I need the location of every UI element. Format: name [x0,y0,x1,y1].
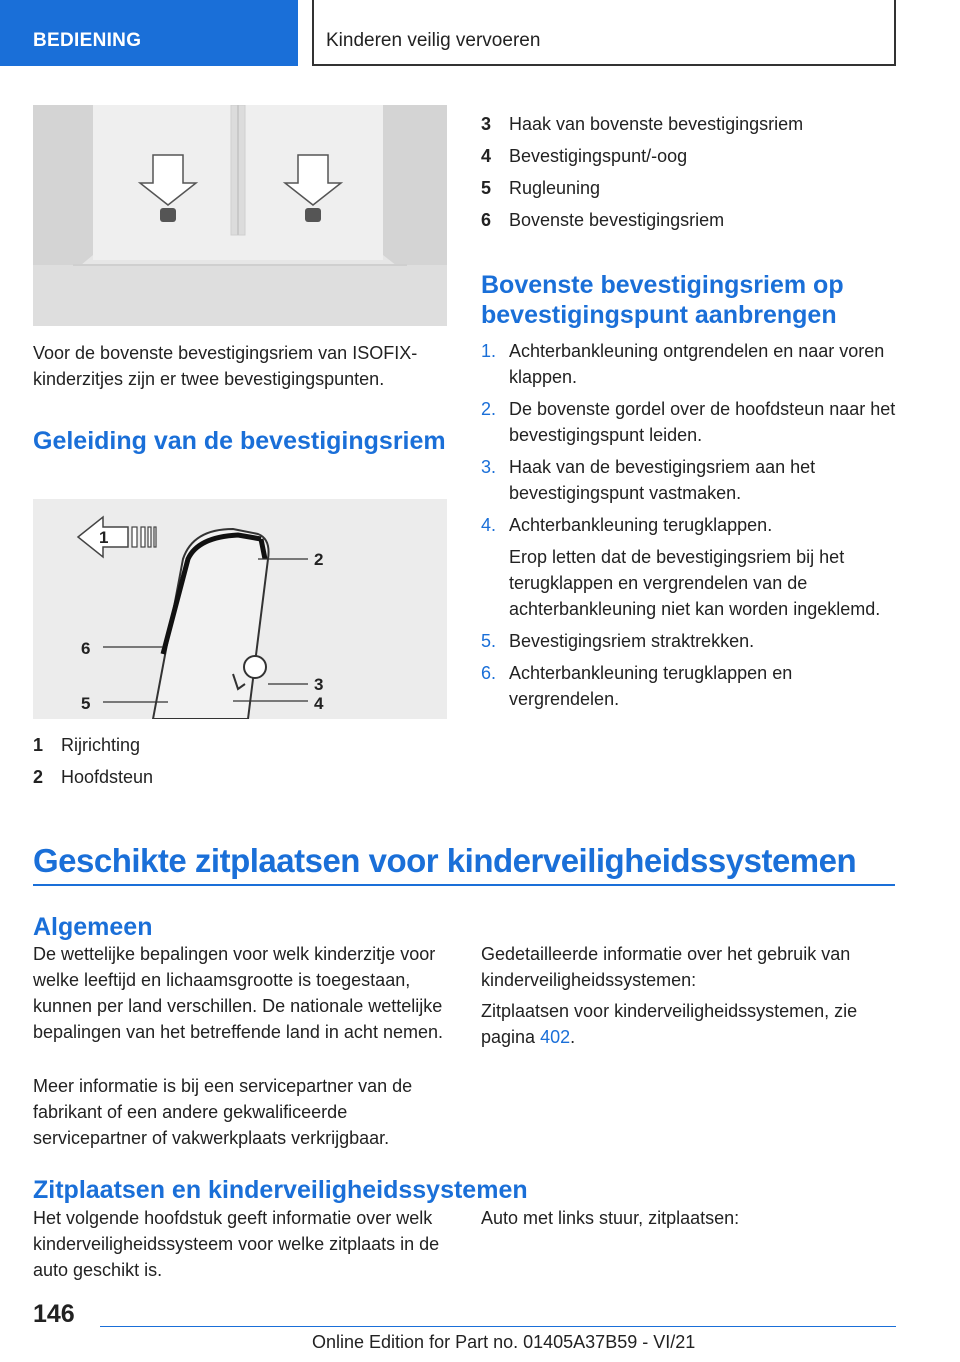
figure-legend-left [33,729,448,793]
fig-label-3: 3 [314,675,324,694]
legend-text: Rijrichting [61,735,141,755]
step-item [481,396,896,448]
seats-heading: Zitplaatsen en kinderveiligheidssystemen [33,1176,528,1204]
step-num: 6. [481,663,497,683]
step-item [481,628,896,654]
step-item [481,660,896,712]
routing-heading: Geleiding van de bevestigingsriem [33,427,446,455]
legend-num: 2 [33,767,44,787]
fig-label-5: 5 [81,694,91,713]
legend-item [481,140,896,172]
fig-label-1: 1 [99,528,109,547]
step-num: 2. [481,399,497,419]
fig-label-2: 2 [314,550,324,569]
fig-label-4: 4 [314,694,324,713]
legend-text: Haak van bovenste bevestigingsriem [509,114,804,134]
step-num: 1. [481,341,497,361]
chapter-header [312,0,896,66]
step-num: 4. [481,515,497,535]
step-text: De bovenste gordel over de hoofdsteun naar het bevestigingspunt leiden. [509,399,896,445]
step-num: 3. [481,457,497,477]
step-text: Haak van de bevestigingsriem aan het bevestigingspunt vastmaken. [509,457,816,503]
section-title-suitable-seats: Geschikte zitplaatsen voor kinderveiligheidssystemen [33,842,857,879]
general-paragraph-2: Meer informatie is bij een servicepartner van de fabrikant of een andere gekwalificeerde servicepartner of vakwerkplaats verkrijgbaar. [33,1076,413,1148]
attach-steps [481,338,896,718]
general-paragraph-4 [481,998,896,1050]
footer-edition: Online Edition for Part no. 01405A37B59 - VI/21 [312,1332,696,1352]
step-text: Achterbankleuning ontgrendelen en naar voren klappen. [509,341,885,387]
step-note: Erop letten dat de bevestigingsriem bij het terugklappen en vergrendelen van de achterbankleuning niet kan worden ingeklemd. [509,547,881,619]
step-text: Achterbankleuning terugklappen en vergrendelen. [509,663,793,709]
general-paragraph-3: Gedetailleerde informatie over het gebruik van kinderveiligheidssystemen: [481,944,851,990]
step-item [481,454,896,506]
step-num: 5. [481,631,497,651]
legend-item [33,761,448,793]
page-number: 146 [33,1300,75,1328]
intro-text: Voor de bovenste bevestigingsriem van ISOFIX-kinderzitjes zijn er twee bevestigingspunten. [33,343,418,389]
chapter-title: Kinderen veilig vervoeren [326,30,541,51]
figure-legend-right [481,108,896,236]
attach-heading: Bovenste bevestigingsriem op bevestigingspunt aanbrengen [481,271,844,329]
step-text: Achterbankleuning terugklappen. [509,515,773,535]
section-divider [33,884,895,886]
legend-text: Hoofdsteun [61,767,154,787]
page-reference-end: . [570,1027,576,1047]
step-text: Bevestigingsriem straktrekken. [509,631,755,651]
page-reference-link[interactable]: 402 [540,1027,571,1047]
legend-text: Rugleuning [509,178,601,198]
seats-paragraph-1: Het volgende hoofdstuk geeft informatie over welk kinderveiligheidssysteem voor welke zitplaats in de auto geschikt is. [33,1208,440,1280]
section-tab [0,0,298,66]
fig-label-6: 6 [81,639,91,658]
seats-paragraph-2: Auto met links stuur, zitplaatsen: [481,1208,740,1228]
general-heading: Algemeen [33,913,153,941]
anchor-points-figure [33,105,447,326]
legend-text: Bovenste bevestigingsriem [509,210,725,230]
legend-text: Bevestigingspunt/-oog [509,146,688,166]
step-item [481,338,896,390]
step-item [481,512,896,538]
footer-divider [100,1326,896,1327]
legend-num: 6 [481,210,492,230]
legend-item [481,108,896,140]
general-paragraph-1: De wettelijke bepalingen voor welk kinderzitje voor welke leeftijd en lichaamsgrootte is toegestaan, kunnen per land verschillen. De nationale wettelijke bepalingen van het betreffende land in acht nemen. [33,944,443,1042]
strap-routing-figure [33,499,447,719]
legend-item [481,204,896,236]
legend-num: 4 [481,146,492,166]
legend-num: 5 [481,178,492,198]
legend-item [33,729,448,761]
section-title: BEDIENING [33,30,142,51]
legend-num: 3 [481,114,492,134]
legend-item [481,172,896,204]
page-reference-text: Zitplaatsen voor kinderveiligheidssystemen, zie pagina [481,1001,858,1047]
legend-num: 1 [33,735,44,755]
